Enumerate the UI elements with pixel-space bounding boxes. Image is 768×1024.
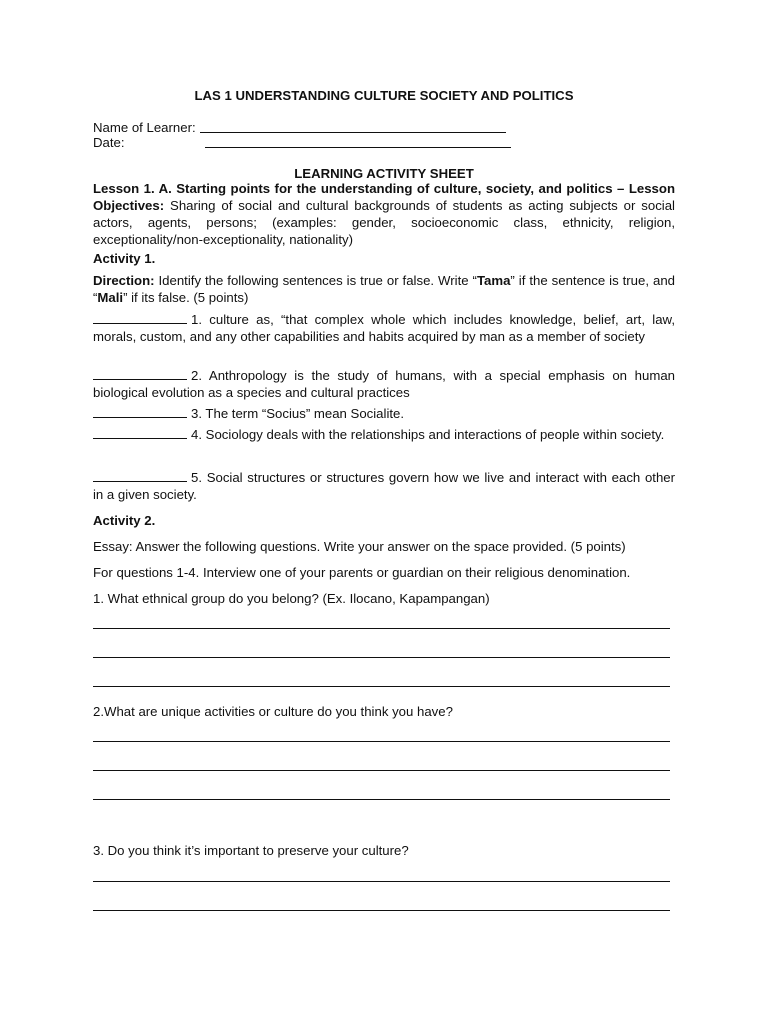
date-field[interactable] [205,134,511,148]
answer-blank-4[interactable] [93,425,187,439]
true-false-item-5 [93,468,675,503]
answer-blank-1[interactable] [93,310,187,324]
mali-word: Mali [97,290,124,305]
answer-line[interactable] [93,628,670,629]
direction-label: Direction: [93,273,155,288]
answer-line[interactable] [93,770,670,771]
lesson-objectives-label: Lesson Objectives: [93,181,675,213]
sheet-heading: LEARNING ACTIVITY SHEET [294,166,474,181]
question-2: 2.What are unique activities or culture do you think you have? [93,704,453,719]
tama-word: Tama [476,273,511,288]
learner-name-field[interactable] [200,119,506,133]
answer-line[interactable] [93,657,670,658]
activity2-heading: Activity 2. [93,513,156,528]
date-label: Date: [93,135,125,150]
item-text-5: 5. Social structures or structures govern how we live and interact with each other in a given society. [93,470,675,502]
answer-line[interactable] [93,686,670,687]
answer-line[interactable] [93,741,670,742]
activity1-direction [93,272,675,306]
item-text-2: 2. Anthropology is the study of humans, with a special emphasis on human biological evolution as a species and cultural practices [93,368,675,400]
question-1: 1. What ethnical group do you belong? (Ex. Ilocano, Kapampangan) [93,591,490,606]
lesson-objectives-text: Sharing of social and cultural backgrounds of students as acting subjects or social actors, agents, persons; (examples: gender, socioeconomic class, ethnicity, religion, exceptionality/non-exceptionality, nationality) [93,198,675,247]
true-false-item-4 [93,425,675,443]
true-false-item-1 [93,310,675,345]
lesson-block [93,180,675,248]
true-false-item-3 [93,404,675,422]
direction-text-b: ” if the sentence is true, and “ [93,273,675,305]
question-3: 3. Do you think it’s important to preserve your culture? [93,843,409,858]
document-title: LAS 1 UNDERSTANDING CULTURE SOCIETY AND POLITICS [194,88,574,103]
direction-text-a: Identify the following sentences is true or false. Write “ [154,273,477,288]
answer-blank-3[interactable] [93,404,187,418]
essay-instructions: Essay: Answer the following questions. Write your answer on the space provided. (5 points) [93,539,626,554]
item-text-3: 3. The term “Socius” mean Socialite. [191,406,405,421]
lesson-heading: Lesson 1. A. Starting points for the understanding of culture, society, and politics – [93,181,625,196]
date-row [93,134,675,151]
learner-name-label: Name of Learner: [93,120,196,135]
answer-blank-5[interactable] [93,468,187,482]
answer-line[interactable] [93,799,670,800]
item-text-4: 4. Sociology deals with the relationships and interactions of people within society. [191,427,665,442]
answer-line[interactable] [93,881,670,882]
answer-blank-2[interactable] [93,366,187,380]
direction-text-c: ” if its false. (5 points) [123,290,249,305]
item-text-1: 1. culture as, “that complex whole which includes knowledge, belief, art, law, morals, custom, and any other capabilities and habits acquired by man as a member of society [93,312,675,344]
true-false-item-2 [93,366,675,401]
interview-note: For questions 1-4. Interview one of your parents or guardian on their religious denomination. [93,565,631,580]
activity1-heading: Activity 1. [93,251,156,266]
answer-line[interactable] [93,910,670,911]
